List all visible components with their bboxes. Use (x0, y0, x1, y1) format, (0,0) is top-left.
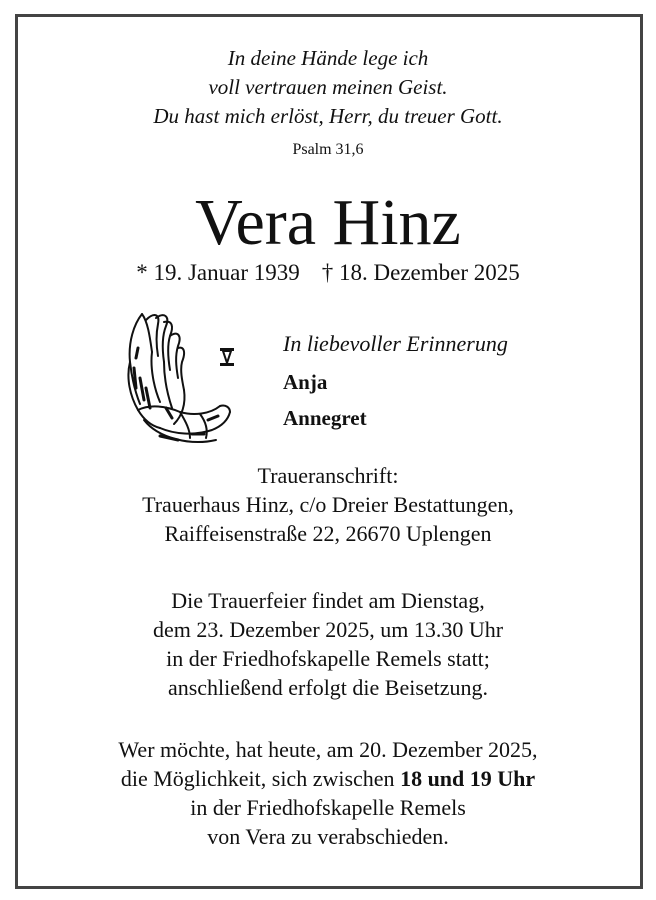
mourner-name: Annegret (283, 406, 367, 430)
mourner-name: Anja (283, 370, 328, 394)
ceremony-line: anschließend erfolgt die Beisetzung. (167, 675, 489, 700)
farewell-line (0, 764, 656, 793)
deceased-name: Vera Hinz (195, 186, 461, 259)
praying-hands-icon (120, 308, 250, 450)
address-line: Raiffeisenstraße 22, 26670 Uplengen (164, 521, 492, 546)
farewell-text: die Möglichkeit, sich zwischen (120, 766, 401, 791)
verse-line: In deine Hände lege ich (227, 46, 429, 70)
ceremony-info (0, 586, 656, 702)
bible-verse (0, 44, 656, 131)
farewell-info (0, 735, 656, 851)
birth-date: * 19. Januar 1939 (136, 260, 300, 285)
address-line: Trauerhaus Hinz, c/o Dreier Bestattungen, (142, 492, 514, 517)
mourning-address (0, 461, 656, 548)
verse-line: Du hast mich erlöst, Herr, du treuer Gott. (153, 104, 503, 128)
ceremony-line: Die Trauerfeier findet am Dienstag, (171, 588, 485, 613)
farewell-line: Wer möchte, hat heute, am 20. Dezember 2025, (118, 737, 538, 762)
memory-line: In liebevoller Erinnerung (283, 331, 508, 356)
address-label: Traueranschrift: (257, 463, 399, 488)
ceremony-line: dem 23. Dezember 2025, um 13.30 Uhr (152, 617, 504, 642)
verse-line: voll vertrauen meinen Geist. (208, 75, 448, 99)
verse-reference: Psalm 31,6 (292, 141, 364, 158)
farewell-time: 18 und 19 Uhr (400, 766, 536, 791)
life-dates (0, 260, 656, 286)
death-date: † 18. Dezember 2025 (321, 260, 520, 285)
farewell-line: von Vera zu verabschieden. (207, 824, 449, 849)
farewell-line: in der Friedhofskapelle Remels (190, 795, 466, 820)
ceremony-line: in der Friedhofskapelle Remels statt; (166, 646, 490, 671)
